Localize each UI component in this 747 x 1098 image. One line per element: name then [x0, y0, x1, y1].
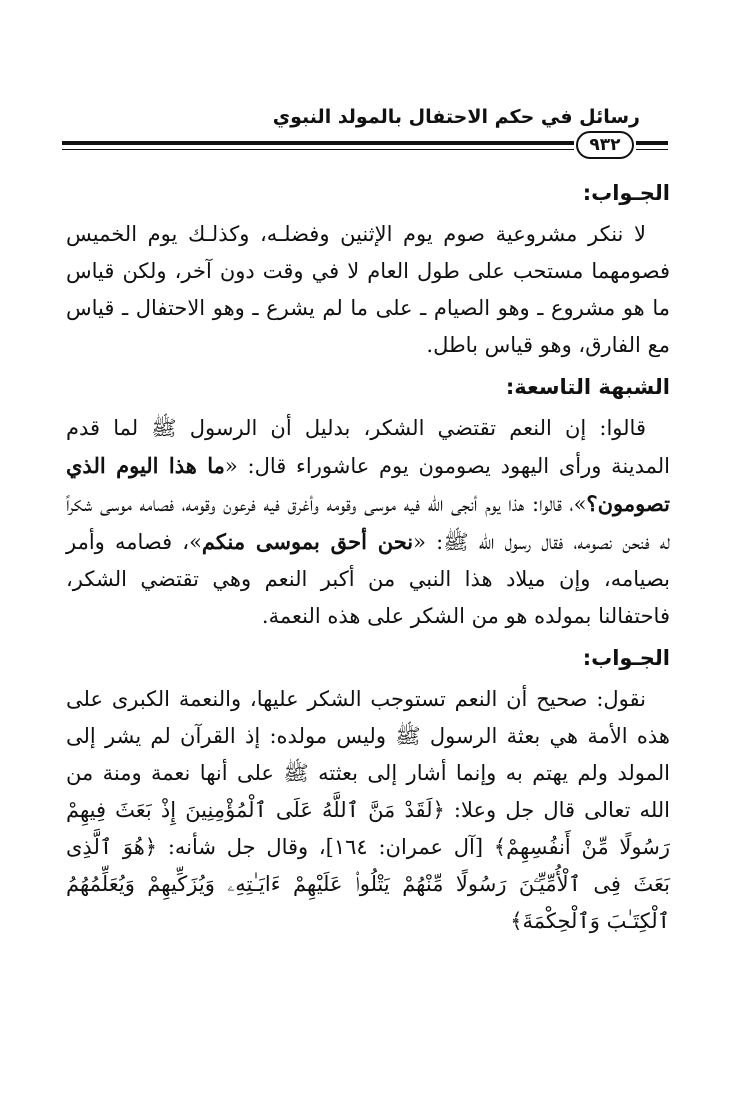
hadith-quote-1: ما هذا اليوم الذي تصومون؟ [66, 453, 670, 516]
running-header-title: رسائل في حكم الاحتفال بالمولد النبوي [272, 106, 640, 128]
ninth-doubt-text-b: »، قالوا: هذا يوم أنجى الله فيه موسى وقومه وأغرق فيه فرعون وقومه، فصامه موسى شكراً له فنحن نصومه، فقال رسول الله ﷺ: « [66, 492, 670, 554]
section-heading-answer-1: الجـواب: [582, 181, 670, 205]
section-heading-ninth-doubt: الشبهة التاسعة: [505, 375, 670, 399]
answer-2-paragraph: نقول: صحيح أن النعم تستوجب الشكر عليها، والنعمة الكبرى على هذه الأمة هي بعثة الرسول ﷺ وليس مولده: إذ القرآن لم يشر إلى المولد ولم يهتم به وإنما أشار إلى بعثته ﷺ على أنها نعمة ومنة من الله تعالى قال جل وعلا: ﴿لَقَدْ مَنَّ ٱللَّهُ عَلَى ٱلْمُؤْمِنِينَ إِذْ بَعَثَ فِيهِمْ رَسُولًا مِّنْ أَنفُسِهِمْ﴾ [آل عمران: ١٦٤]، وقال جل شأنه: ﴿هُوَ ٱلَّذِى بَعَثَ فِى ٱلْأُمِّيِّـۧنَ رَسُولًا مِّنْهُمْ يَتْلُوا۟ عَلَيْهِمْ ءَايَـٰتِهِۦ وَيُزَكِّيهِمْ وَيُعَلِّمُهُمُ ٱلْكِتَـٰبَ وَٱلْحِكْمَةَ﴾ [66, 687, 670, 933]
page-number-badge: ٩٣٢ [576, 131, 634, 159]
page-body [66, 170, 670, 940]
ninth-doubt-paragraph [66, 410, 670, 635]
header-rule-thick-right [636, 141, 668, 145]
ninth-doubt-text-c: »، فصامه وأمر بصيامه، وإن ميلاد هذا النبي من أكبر النعم وهي تقتضي الشكر، فاحتفالنا بمولده هو من الشكر على هذه النعمة. [66, 530, 670, 628]
header-rule-thin-left [62, 149, 574, 150]
answer-1-paragraph: لا ننكر مشروعية صوم يوم الإثنين وفضلـه، وكذلـك يوم الخميس فصومهما مستحب على طول العام لا في وقت دون آخر، ولكن قياس ما هو مشروع ـ وهو الصيام ـ على ما لم يشرع ـ وهو الاحتفال ـ قياس مع الفارق، وهو قياس باطل. [66, 222, 670, 357]
hadith-quote-2: نحن أحق بموسى منكم [201, 529, 414, 554]
header-rule-thick-left [62, 141, 574, 145]
ninth-doubt-text-a: قالوا: إن النعم تقتضي الشكر، بدليل أن الرسول ﷺ لما قدم المدينة ورأى اليهود يصومون يوم عاشوراء قال: « [66, 416, 671, 478]
section-heading-answer-2: الجـواب: [582, 646, 670, 670]
header-rule-thin-right [636, 149, 668, 150]
